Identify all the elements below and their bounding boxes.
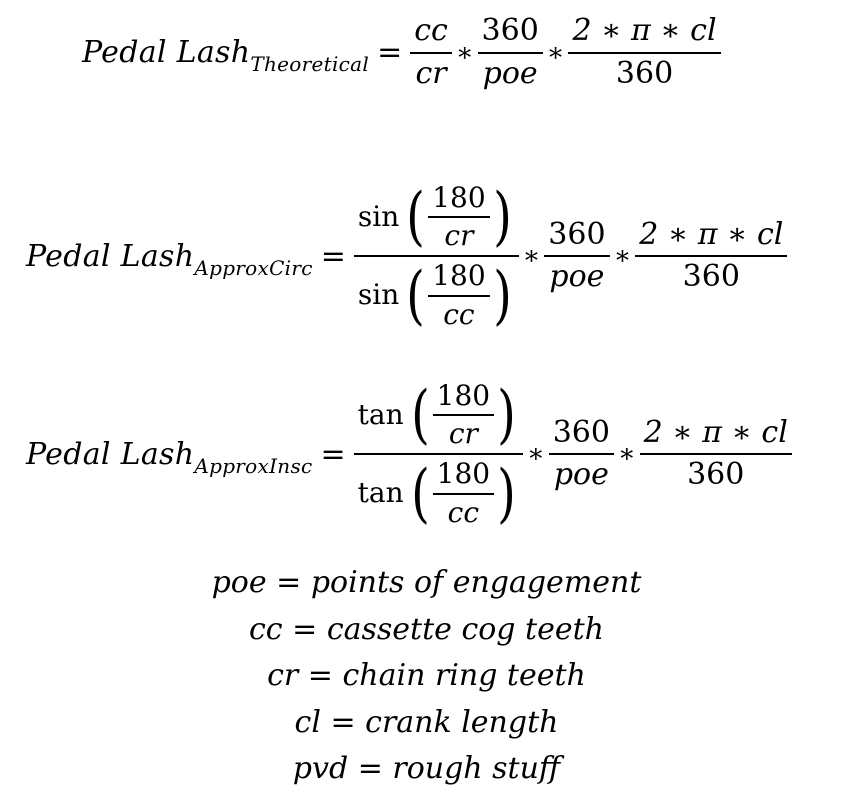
sin-180-over-cr xyxy=(354,180,519,255)
fraction-bar xyxy=(568,52,720,54)
open-paren: ( xyxy=(406,258,426,333)
equation-approx-circ xyxy=(0,182,853,331)
fraction-numerator: 2 ∗ π ∗ cl xyxy=(639,216,784,252)
fraction-sin-ratio xyxy=(354,182,519,331)
fraction-denominator: cc xyxy=(447,495,480,529)
fraction-denominator: 360 xyxy=(687,457,745,493)
function-name: tan xyxy=(357,476,404,510)
close-paren: ) xyxy=(492,180,512,255)
fraction-denominator: poe xyxy=(553,457,609,493)
fraction-numerator: 2 ∗ π ∗ cl xyxy=(643,414,788,450)
fraction-360-over-poe xyxy=(544,218,609,295)
fraction-360-over-poe xyxy=(478,14,543,91)
legend-cr: cr = chain ring teeth xyxy=(267,658,586,693)
fraction-denominator: poe xyxy=(482,55,538,91)
open-paren: ( xyxy=(410,378,430,453)
fraction-numerator: 360 xyxy=(548,216,606,252)
equation-approx-insc xyxy=(0,380,853,529)
multiply-sign: ∗ xyxy=(546,37,565,68)
fraction-numerator: cc xyxy=(414,13,448,48)
fraction-360-over-poe xyxy=(549,416,614,493)
fraction-bar xyxy=(354,255,519,257)
fraction-circumference-over-360 xyxy=(640,416,792,493)
legend-pvd: pvd = rough stuff xyxy=(292,751,561,786)
legend-cc: cc = cassette cog teeth xyxy=(249,611,604,647)
open-paren: ( xyxy=(410,456,430,531)
fraction-bar xyxy=(433,414,494,416)
fraction-denominator: cc xyxy=(443,297,475,331)
lhs-main: Pedal Lash xyxy=(82,35,251,70)
tan-180-over-cc xyxy=(354,456,523,531)
lhs-subscript: Theoretical xyxy=(250,52,370,76)
lhs-main: Pedal Lash xyxy=(26,436,195,472)
fraction-denominator: 360 xyxy=(682,259,740,295)
multiply-sign: ∗ xyxy=(522,241,541,272)
fraction-bar xyxy=(410,52,452,54)
legend-cl: cl = crank length xyxy=(294,704,559,740)
sin-180-over-cc xyxy=(354,258,519,333)
fraction-bar xyxy=(428,295,489,297)
fraction-circumference-over-360 xyxy=(568,14,720,91)
fraction-bar xyxy=(433,493,494,495)
fraction-180-over-cc xyxy=(433,458,494,528)
fraction-circumference-over-360 xyxy=(635,218,787,295)
fraction-bar xyxy=(640,453,792,455)
multiply-sign: ∗ xyxy=(527,439,545,470)
fraction-numerator: 180 xyxy=(436,457,491,491)
variable-legend xyxy=(0,560,853,793)
fraction-denominator: cr xyxy=(415,55,447,91)
equals-sign: = xyxy=(320,238,346,274)
fraction-numerator: 2 ∗ π ∗ cl xyxy=(572,13,717,48)
fraction-denominator: cr xyxy=(448,417,478,451)
multiply-sign: ∗ xyxy=(613,241,632,272)
lhs-subscript: ApproxCirc xyxy=(194,255,313,280)
lhs-label xyxy=(26,436,313,478)
equation-theoretical xyxy=(0,14,853,91)
fraction-numerator: 180 xyxy=(432,259,486,293)
fraction-bar xyxy=(428,216,489,218)
fraction-180-over-cr xyxy=(428,182,489,252)
fraction-bar xyxy=(478,52,543,54)
equals-sign: = xyxy=(320,436,346,472)
function-name: tan xyxy=(357,398,404,432)
close-paren: ) xyxy=(492,258,512,333)
fraction-denominator: cr xyxy=(444,219,474,253)
lhs-label xyxy=(26,238,313,280)
lhs-subscript: ApproxInsc xyxy=(194,453,313,478)
close-paren: ) xyxy=(497,378,516,453)
tan-180-over-cr xyxy=(354,378,523,453)
open-paren: ( xyxy=(406,180,426,255)
fraction-numerator: 180 xyxy=(432,181,486,214)
fraction-cc-over-cr xyxy=(410,14,452,91)
fraction-numerator: 360 xyxy=(552,414,610,450)
fraction-bar xyxy=(635,255,787,257)
fraction-denominator: poe xyxy=(549,259,605,295)
fraction-bar xyxy=(549,453,614,455)
close-paren: ) xyxy=(497,456,516,531)
function-name: sin xyxy=(357,200,400,234)
function-name: sin xyxy=(357,278,400,312)
lhs-main: Pedal Lash xyxy=(26,238,195,274)
fraction-denominator: 360 xyxy=(615,55,674,91)
fraction-180-over-cc xyxy=(428,260,489,330)
multiply-sign: ∗ xyxy=(617,439,636,470)
fraction-numerator: 180 xyxy=(436,379,491,412)
fraction-tan-ratio xyxy=(354,380,523,529)
fraction-180-over-cr xyxy=(433,380,494,450)
legend-poe: poe = points of engagement xyxy=(211,565,642,600)
fraction-numerator: 360 xyxy=(481,13,539,48)
lhs-label xyxy=(82,35,370,76)
fraction-bar xyxy=(354,453,523,455)
multiply-sign: ∗ xyxy=(455,37,474,68)
fraction-bar xyxy=(544,255,609,257)
equals-sign: = xyxy=(377,35,403,70)
